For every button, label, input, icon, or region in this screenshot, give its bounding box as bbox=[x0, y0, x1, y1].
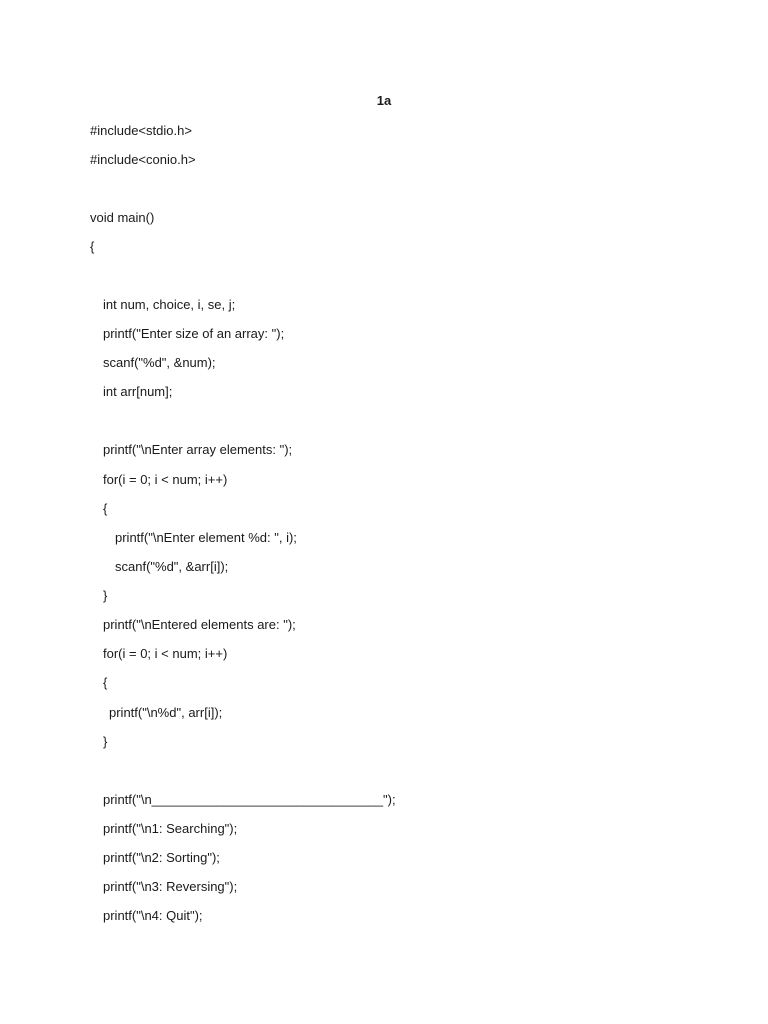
code-line: printf("\n%d", arr[i]); bbox=[109, 705, 223, 720]
code-line: printf("\n3: Reversing"); bbox=[103, 879, 238, 894]
code-line: printf("\n2: Sorting"); bbox=[103, 850, 220, 865]
code-line: { bbox=[103, 501, 108, 516]
code-line: #include<conio.h> bbox=[90, 152, 196, 167]
code-line: printf("\nEnter array elements: "); bbox=[103, 442, 293, 457]
code-line: printf("\nEnter element %d: ", i); bbox=[115, 530, 297, 545]
code-line: printf("\n________________________________"); bbox=[103, 792, 396, 807]
code-line: int arr[num]; bbox=[103, 384, 173, 399]
code-line: void main() bbox=[90, 210, 155, 225]
code-line: printf("\n1: Searching"); bbox=[103, 821, 238, 836]
code-line: scanf("%d", &num); bbox=[103, 355, 216, 370]
code-line: { bbox=[90, 239, 95, 254]
code-line: } bbox=[103, 734, 108, 749]
code-line: #include<stdio.h> bbox=[90, 123, 192, 138]
code-line: scanf("%d", &arr[i]); bbox=[115, 559, 229, 574]
code-line: for(i = 0; i < num; i++) bbox=[103, 472, 228, 487]
code-line: int num, choice, i, se, j; bbox=[103, 297, 236, 312]
code-line: } bbox=[103, 588, 108, 603]
code-line: for(i = 0; i < num; i++) bbox=[103, 646, 228, 661]
code-line: printf("\nEntered elements are: "); bbox=[103, 617, 296, 632]
page-title: 1a bbox=[376, 93, 392, 108]
code-line: printf("\n4: Quit"); bbox=[103, 908, 203, 923]
code-line: { bbox=[103, 675, 108, 690]
code-line: printf("Enter size of an array: "); bbox=[103, 326, 285, 341]
